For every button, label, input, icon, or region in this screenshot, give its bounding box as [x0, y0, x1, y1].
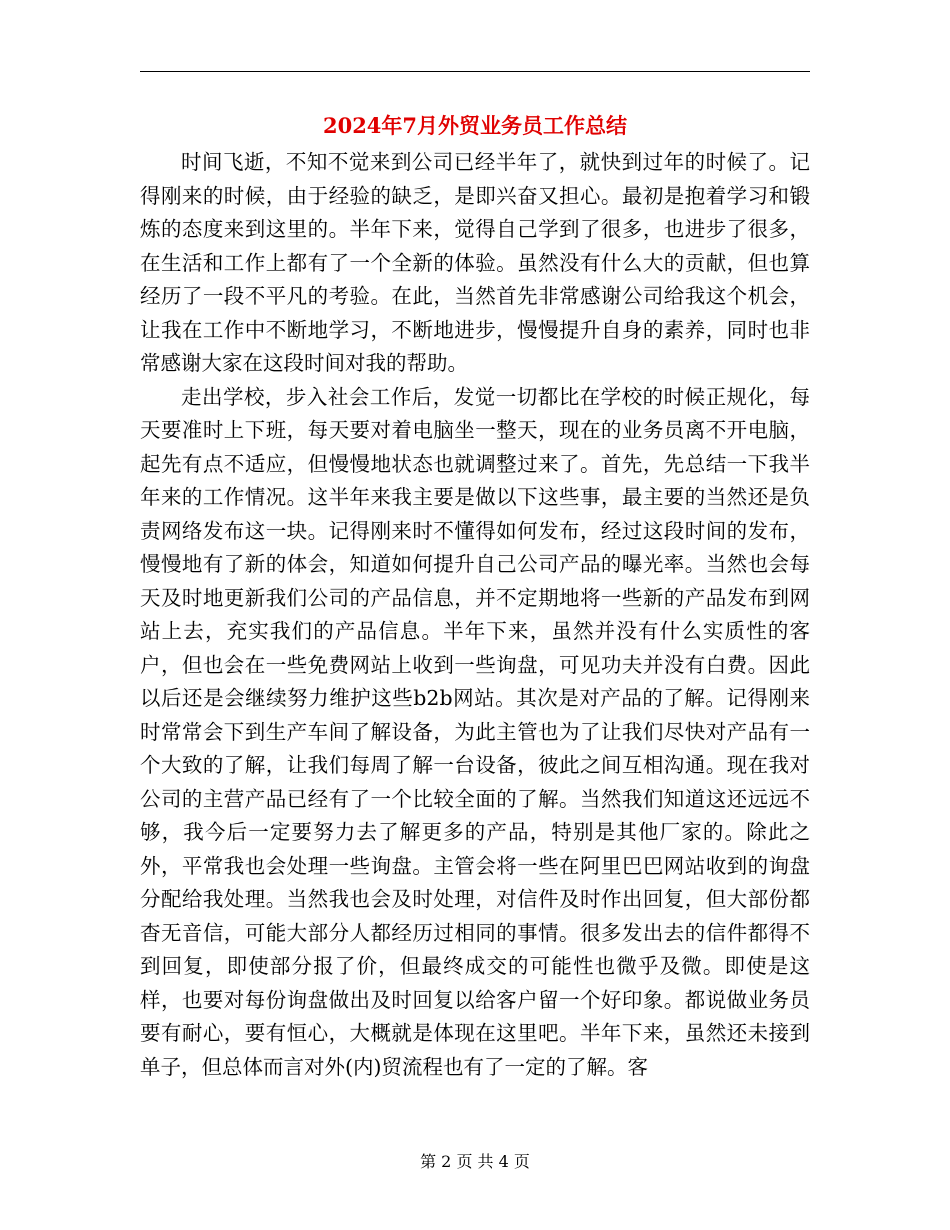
document-title: 2024年7月外贸业务员工作总结: [322, 113, 628, 138]
header-rule: [140, 71, 810, 72]
paragraph-2: 走出学校，步入社会工作后，发觉一切都比在学校的时候正规化，每天要准时上下班，每天要对着电脑坐一整天，现在的业务员离不开电脑，起先有点不适应，但慢慢地状态也就调整过来了。首先，先总结一下我半年来的工作情况。这半年来我主要是做以下这些事，最主要的当然还是负责网络发布这一块。记得刚来时不懂得如何发布，经过这段时间的发布，慢慢地有了新的体会，知道如何提升自己公司产品的曝光率。当然也会每天及时地更新我们公司的产品信息，并不定期地将一些新的产品发布到网站上去，充实我们的产品信息。半年下来，虽然并没有什么实质性的客户，但也会在一些免费网站上收到一些询盘，可见功夫并没有白费。因此以后还是会继续努力维护这些b2b网站。其次是对产品的了解。记得刚来时常常会下到生产车间了解设备，为此主管也为了让我们尽快对产品有一个大致的了解，让我们每周了解一台设备，彼此之间互相沟通。现在我对公司的主营产品已经有了一个比较全面的了解。当然我们知道这还远远不够，我今后一定要努力去了解更多的产品，特别是其他厂家的。除此之外，平常我也会处理一些询盘。主管会将一些在阿里巴巴网站收到的询盘分配给我处理。当然我也会及时处理，对信件及时作出回复，但大部份都杳无音信，可能大部分人都经历过相同的事情。很多发出去的信件都得不到回复，即使部分报了价，但最终成交的可能性也微乎及微。即使是这样，也要对每份询盘做出及时回复以给客户留一个好印象。都说做业务员要有耐心，要有恒心，大概就是体现在这里吧。半年下来，虽然还未接到单子，但总体而言对外(内)贸流程也有了一定的了解。客: [140, 384, 810, 1079]
document-body: [140, 146, 810, 1084]
paragraph-1: 时间飞逝，不知不觉来到公司已经半年了，就快到过年的时候了。记得刚来的时候，由于经验的缺乏，是即兴奋又担心。最初是抱着学习和锻炼的态度来到这里的。半年下来，觉得自己学到了很多，也进步了很多，在生活和工作上都有了一个全新的体验。虽然没有什么大的贡献，但也算经历了一段不平凡的考验。在此，当然首先非常感谢公司给我这个机会，让我在工作中不断地学习，不断地进步，慢慢提升自身的素养，同时也非常感谢大家在这段时间对我的帮助。: [140, 150, 810, 375]
page-number: 第 2 页 共 4 页: [420, 1152, 530, 1171]
